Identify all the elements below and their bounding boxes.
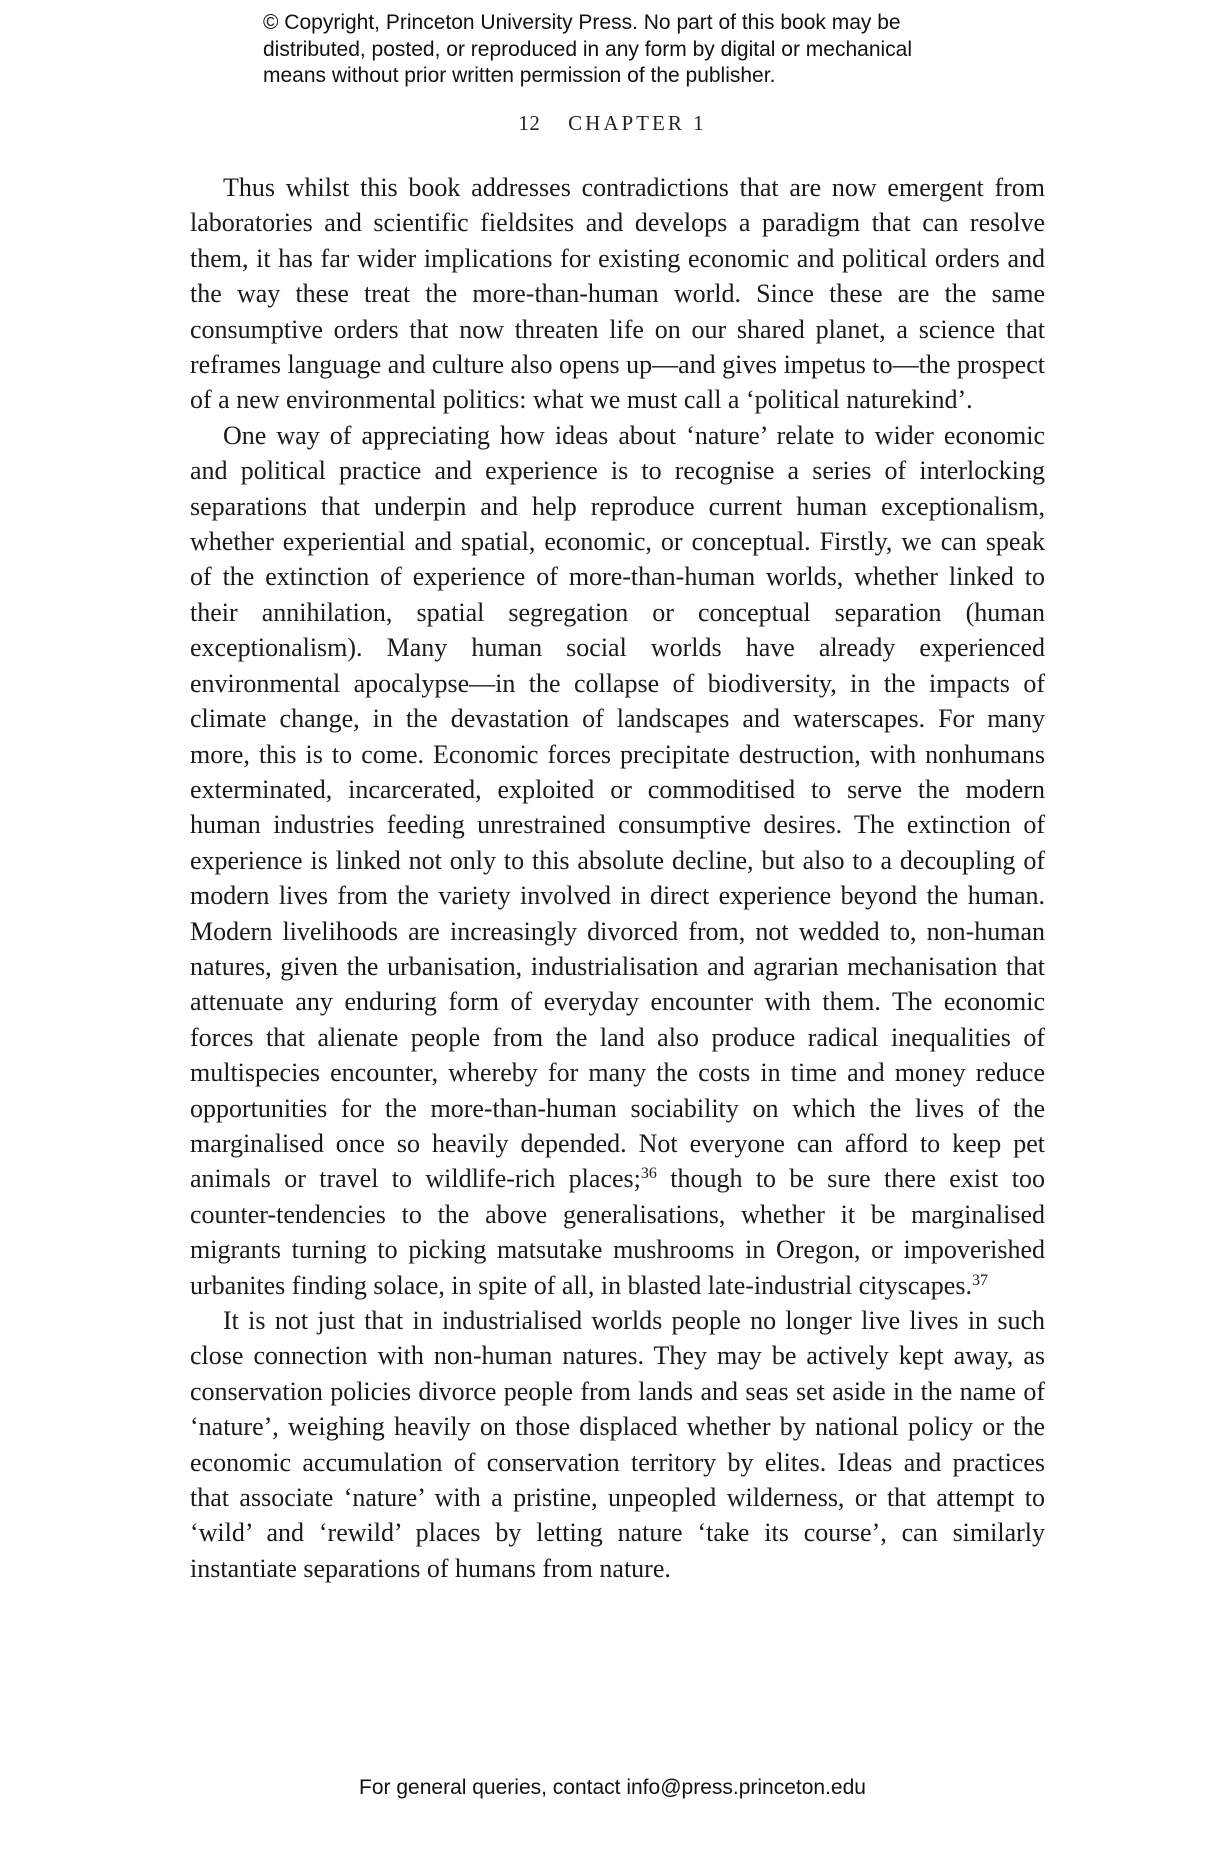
copyright-line: distributed, posted, or reproduced in any form by digital or mechanical [263,37,913,61]
footer-contact: For general queries, contact info@press.princeton.edu [359,1776,866,1799]
body-text [190,170,1045,1586]
copyright-line: © Copyright, Princeton University Press. No part of this book may be [263,11,901,34]
page-number: 12 [518,111,541,135]
footnote-ref: 37 [971,1271,988,1289]
running-head [0,111,1225,136]
paragraph-text: though to be sure there exist too counter-tendencies to the above generalisations, whether it be marginalised migrants turning to picking matsutake mushrooms in Oregon, or impoverished urbanites finding solace, in spite of all, in blasted late-industrial cityscapes. [190,1164,1045,1300]
copyright-notice [263,10,983,90]
footnote-ref: 36 [640,1165,657,1183]
paragraph-text: One way of appreciating how ideas about ‘nature’ relate to wider economic and political practice and experience is to recognise a series of interlocking separations that underpin and help reproduce current human exceptionalism, whether experiential and spatial, economic, or conceptual. Firstly, we can speak of the extinction of experience of more-than-human worlds, whether linked to their annihilation, spatial segregation or conceptual separation (human exceptionalism). Many human social worlds have already experienced environmental apocalypse—in the collapse of biodiversity, in the impacts of climate change, in the devastation of landscapes and waterscapes. For many more, this is to come. Economic forces precipitate destruction, with nonhumans exterminated, incarcerated, exploited or commoditised to serve the modern human industries feeding unrestrained consumptive desires. The extinction of experience is linked not only to this absolute decline, but also to a decoupling of modern lives from the variety involved in direct experience beyond the human. Modern livelihoods are increasingly divorced from, not wedded to, non-human natures, given the urbanisation, industrialisation and agrarian mechanisation that attenuate any enduring form of everyday encounter with them. The economic forces that alienate people from the land also produce radical inequalities of multispecies encounter, whereby for many the costs in time and money reduce opportunities for the more-than-human sociability on which the lives of the marginalised once so heavily depended. Not everyone can afford to keep pet animals or travel to wildlife-rich places; [190,420,1045,1194]
paragraph: Thus whilst this book addresses contradictions that are now emergent from laboratories and scientific fieldsites and develops a paradigm that can resolve them, it has far wider implications for existing economic and political orders and the way these treat the more-than-human world. Since these are the same consumptive orders that now threaten life on our shared planet, a science that reframes language and culture also opens up—and gives impetus to—the prospect of a new environmental politics: what we must call a ‘political naturekind’. [190,173,1045,415]
paragraph [190,418,1045,1303]
paragraph: It is not just that in industrialised worlds people no longer live lives in such close connection with non-human natures. They may be actively kept away, as conservation policies divorce people from lands and seas set aside in the name of ‘nature’, weighing heavily on those displaced whether by national policy or the economic accumulation of conservation territory by elites. Ideas and practices that associate ‘nature’ with a pristine, unpeopled wilderness, or that attempt to ‘wild’ and ‘rewild’ places by letting nature ‘take its course’, can similarly instantiate separations of humans from nature. [190,1306,1045,1583]
chapter-label: CHAPTER 1 [568,111,707,135]
copyright-line: means without prior written permission of the publisher. [263,64,776,87]
